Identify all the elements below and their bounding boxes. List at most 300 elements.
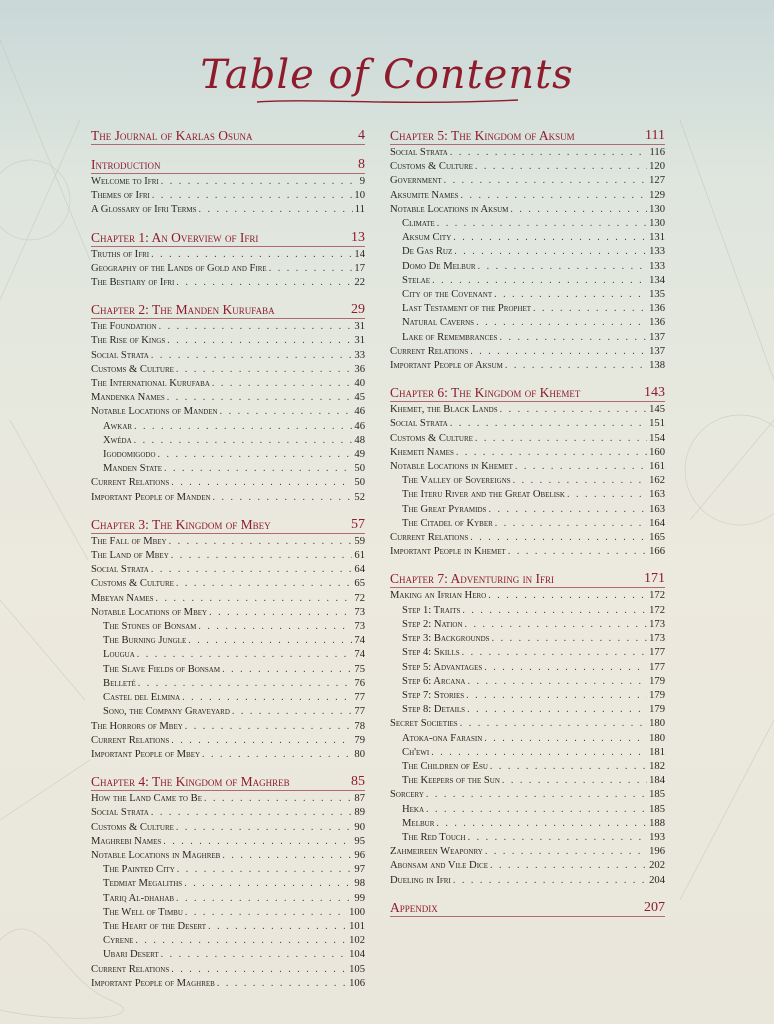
- toc-chapter-the-journal-of-karlas-osuna: [91, 128, 365, 145]
- entry-page-number: 133: [649, 260, 665, 272]
- toc-entry[interactable]: [91, 363, 365, 377]
- toc-entry[interactable]: [91, 203, 365, 217]
- entry-label: Igodomigodo: [103, 449, 156, 461]
- toc-entry[interactable]: [91, 849, 365, 863]
- toc-entry[interactable]: [390, 316, 665, 330]
- entry-label: Sono, the Company Graveyard: [103, 706, 230, 718]
- entry-page-number: 50: [354, 463, 365, 475]
- toc-entry[interactable]: [91, 563, 365, 577]
- toc-entry[interactable]: [91, 734, 365, 748]
- toc-entry[interactable]: [91, 835, 365, 849]
- entry-page-number: 10: [354, 190, 365, 202]
- entry-page-number: 89: [354, 807, 365, 819]
- entry-page-number: 163: [649, 489, 665, 501]
- entry-label: Tedmiat Megaliths: [103, 878, 183, 890]
- toc-entry[interactable]: [390, 845, 665, 859]
- toc-entry[interactable]: [390, 503, 665, 517]
- entry-label: Step 8: Details: [402, 704, 466, 716]
- toc-entry[interactable]: [390, 646, 665, 660]
- entry-label: Aksumite Names: [390, 189, 459, 201]
- entry-page-number: 130: [649, 218, 665, 230]
- toc-entry[interactable]: [390, 260, 665, 274]
- toc-entry[interactable]: [91, 334, 365, 348]
- toc-entry[interactable]: [390, 288, 665, 302]
- entry-page-number: 134: [649, 274, 665, 286]
- chapter-heading[interactable]: [91, 302, 365, 319]
- toc-entry[interactable]: [390, 146, 665, 160]
- entry-label: Step 2: Nation: [402, 618, 463, 630]
- page-title: Table of Contents: [200, 52, 574, 98]
- toc-entry[interactable]: [91, 821, 365, 835]
- toc-entry[interactable]: [91, 606, 365, 620]
- chapter-title: Chapter 6: The Kingdom of Khemet: [390, 385, 581, 401]
- toc-entry[interactable]: [91, 705, 365, 719]
- dot-leader: [222, 663, 352, 677]
- entry-label: Social Strata: [390, 418, 448, 430]
- entry-page-number: 151: [649, 418, 665, 430]
- toc-entry[interactable]: [390, 231, 665, 245]
- dot-leader: [431, 746, 647, 760]
- entry-page-number: 133: [649, 246, 665, 258]
- entry-label: Atoka-ona Farasin: [402, 732, 483, 744]
- dot-leader: [151, 806, 353, 820]
- entry-label: The Well of Timbu: [103, 906, 183, 918]
- chapter-page-number: 29: [351, 302, 365, 318]
- dot-leader: [171, 549, 353, 563]
- toc-entry[interactable]: [91, 806, 365, 820]
- dot-leader: [426, 803, 647, 817]
- entry-page-number: 59: [354, 535, 365, 547]
- entry-label: The Bestiary of Ifri: [91, 277, 175, 289]
- dot-leader: [470, 531, 647, 545]
- entry-page-number: 137: [649, 345, 665, 357]
- dot-leader: [185, 720, 353, 734]
- entry-label: Notable Locations in Aksum: [390, 203, 509, 215]
- toc-entry[interactable]: [390, 859, 665, 873]
- entry-label: Cyrene: [103, 935, 134, 947]
- entry-label: Themes of Ifri: [91, 190, 150, 202]
- dot-leader: [502, 774, 647, 788]
- dot-leader: [177, 863, 353, 877]
- dot-leader: [208, 920, 347, 934]
- toc-entry[interactable]: [390, 474, 665, 488]
- dot-leader: [135, 934, 347, 948]
- entry-label: The Stones of Bonsam: [103, 621, 197, 633]
- toc-entry[interactable]: [91, 320, 365, 334]
- chapter-title: Chapter 2: The Manden Kurufaba: [91, 302, 275, 318]
- entry-page-number: 163: [649, 503, 665, 515]
- toc-entry[interactable]: [91, 634, 365, 648]
- entry-label: The International Kurufaba: [91, 378, 210, 390]
- toc-entry[interactable]: [390, 661, 665, 675]
- chapter-title: Introduction: [91, 157, 161, 172]
- entry-page-number: 164: [649, 517, 665, 529]
- toc-entry[interactable]: [390, 746, 665, 760]
- entry-label: Important People of Maghreb: [91, 977, 215, 989]
- entry-label: Notable Locations in Maghreb: [91, 849, 221, 861]
- dot-leader: [510, 203, 647, 217]
- entry-label: Current Relations: [91, 477, 170, 489]
- chapter-page-number: 85: [351, 774, 365, 790]
- toc-entry[interactable]: [91, 462, 365, 476]
- dot-leader: [461, 189, 648, 203]
- toc-entry[interactable]: [390, 632, 665, 646]
- chapter-heading[interactable]: [390, 385, 665, 402]
- toc-entry[interactable]: [390, 774, 665, 788]
- toc-entry[interactable]: [390, 359, 665, 373]
- toc-entry[interactable]: [390, 160, 665, 174]
- entry-label: Notable Locations of Mbey: [91, 606, 208, 618]
- dot-leader: [161, 948, 347, 962]
- entry-label: The Horrors of Mbey: [91, 720, 183, 732]
- toc-entry[interactable]: [390, 217, 665, 231]
- entry-page-number: 160: [649, 446, 665, 458]
- dot-leader: [462, 604, 647, 618]
- entry-label: Ch'ewi: [402, 746, 430, 758]
- entry-label: Abonsam and Vile Dice: [390, 860, 488, 872]
- toc-entry[interactable]: [91, 535, 365, 549]
- dot-leader: [567, 488, 647, 502]
- toc-entry[interactable]: [390, 245, 665, 259]
- toc-entry[interactable]: [390, 703, 665, 717]
- toc-entry[interactable]: [91, 276, 365, 290]
- entry-label: Step 3: Backgrounds: [402, 633, 490, 645]
- entry-page-number: 131: [649, 232, 665, 244]
- dot-leader: [488, 589, 647, 603]
- toc-entry[interactable]: [91, 748, 365, 762]
- entry-label: The Foundation: [91, 321, 157, 333]
- chapter-page-number: 4: [358, 128, 365, 143]
- chapter-heading[interactable]: [91, 517, 365, 534]
- toc-entry[interactable]: [91, 863, 365, 877]
- entry-label: The Children of Esu: [402, 760, 488, 772]
- chapter-title: The Journal of Karlas Osuna: [91, 128, 253, 143]
- entry-page-number: 14: [354, 248, 365, 260]
- dot-leader: [204, 792, 352, 806]
- toc-entry[interactable]: [390, 203, 665, 217]
- entry-label: City of the Covenant: [402, 289, 493, 301]
- chapter-page-number: 57: [351, 516, 365, 532]
- chapter-heading[interactable]: [390, 571, 665, 588]
- toc-entry[interactable]: [390, 174, 665, 188]
- toc-entry[interactable]: [91, 963, 365, 977]
- toc-entry[interactable]: [390, 274, 665, 288]
- toc-entry[interactable]: [390, 545, 665, 559]
- dot-leader: [188, 634, 352, 648]
- entry-page-number: 179: [649, 704, 665, 716]
- dot-leader: [164, 462, 352, 476]
- toc-entry[interactable]: [91, 720, 365, 734]
- entry-label: Khemet, the Black Lands: [390, 404, 498, 416]
- entry-label: Last Testament of the Prophet: [402, 303, 532, 315]
- entry-page-number: 173: [649, 633, 665, 645]
- dot-leader: [199, 203, 353, 217]
- toc-entry[interactable]: [91, 877, 365, 891]
- entry-label: Current Relations: [91, 734, 170, 746]
- dot-leader: [202, 748, 352, 762]
- entry-page-number: 136: [649, 317, 665, 329]
- entry-label: Melbur: [402, 817, 435, 829]
- entry-page-number: 77: [354, 706, 365, 718]
- toc-entry[interactable]: [390, 717, 665, 731]
- entry-label: Customs & Culture: [91, 363, 174, 375]
- entry-page-number: 180: [649, 732, 665, 744]
- entry-page-number: 154: [649, 432, 665, 444]
- toc-entry[interactable]: [91, 648, 365, 662]
- entry-page-number: 11: [354, 204, 365, 216]
- toc-entry[interactable]: [91, 262, 365, 276]
- dot-leader: [134, 420, 352, 434]
- toc-entry[interactable]: [91, 592, 365, 606]
- toc-entry[interactable]: [390, 189, 665, 203]
- dot-leader: [171, 734, 352, 748]
- dot-leader: [169, 535, 353, 549]
- dot-leader: [213, 491, 353, 505]
- dot-leader: [176, 577, 353, 591]
- toc-entry[interactable]: [91, 677, 365, 691]
- dot-leader: [468, 831, 647, 845]
- toc-entry[interactable]: [91, 349, 365, 363]
- entry-page-number: 180: [649, 718, 665, 730]
- toc-entry[interactable]: [91, 892, 365, 906]
- dot-leader: [513, 474, 647, 488]
- entry-page-number: 97: [354, 864, 365, 876]
- toc-entry[interactable]: [91, 448, 365, 462]
- entry-page-number: 100: [349, 906, 365, 918]
- toc-entry[interactable]: [91, 577, 365, 591]
- entry-page-number: 95: [354, 835, 365, 847]
- dot-leader: [163, 835, 352, 849]
- dot-leader: [220, 405, 353, 419]
- dot-leader: [198, 620, 352, 634]
- toc-entry[interactable]: [390, 618, 665, 632]
- toc-entry[interactable]: [91, 663, 365, 677]
- entry-label: The Citadel of Kyber: [402, 517, 493, 529]
- chapter-heading[interactable]: [91, 157, 365, 174]
- entry-page-number: 184: [649, 775, 665, 787]
- toc-chapter-appendix: [390, 900, 665, 917]
- dot-leader: [499, 331, 647, 345]
- entry-label: Xwéda: [103, 434, 132, 446]
- entry-label: Current Relations: [390, 345, 469, 357]
- entry-label: Dueling in Ifri: [390, 874, 451, 886]
- entry-label: Social Strata: [91, 349, 149, 361]
- chapter-heading[interactable]: [390, 900, 665, 917]
- entry-label: Mbeyan Names: [91, 592, 154, 604]
- dot-leader: [488, 503, 647, 517]
- dot-leader: [151, 349, 353, 363]
- dot-leader: [490, 760, 647, 774]
- entry-label: Zahmeireen Weaponry: [390, 846, 483, 858]
- toc-entry[interactable]: [390, 732, 665, 746]
- entry-label: How the Land Came to Be: [91, 793, 202, 805]
- toc-entry[interactable]: [390, 403, 665, 417]
- entry-page-number: 104: [349, 949, 365, 961]
- entry-page-number: 177: [649, 661, 665, 673]
- toc-entry[interactable]: [91, 792, 365, 806]
- toc-entry[interactable]: [390, 302, 665, 316]
- entry-label: Castel del Elmina: [103, 692, 181, 704]
- entry-page-number: 172: [649, 604, 665, 616]
- entry-page-number: 185: [649, 789, 665, 801]
- entry-page-number: 101: [349, 920, 365, 932]
- entry-page-number: 102: [349, 935, 365, 947]
- chapter-page-number: 143: [644, 385, 665, 401]
- entry-page-number: 79: [354, 734, 365, 746]
- entry-label: The Iteru River and the Great Obelisk: [402, 489, 565, 501]
- toc-entry[interactable]: [91, 920, 365, 934]
- entry-page-number: 193: [649, 831, 665, 843]
- toc-entry[interactable]: [390, 604, 665, 618]
- entry-label: Awkar: [103, 420, 133, 432]
- toc-entry[interactable]: [390, 874, 665, 888]
- dot-leader: [484, 732, 647, 746]
- toc-chapter-chapter-5-the-kingdom-of-aksum: [390, 128, 665, 373]
- toc-entry[interactable]: [390, 689, 665, 703]
- dot-leader: [485, 845, 647, 859]
- toc-entry[interactable]: [390, 803, 665, 817]
- entry-label: Social Strata: [390, 147, 448, 158]
- dot-leader: [462, 646, 648, 660]
- chapter-page-number: 8: [358, 157, 365, 172]
- entry-label: The Burning Jungle: [103, 635, 187, 647]
- entry-page-number: 99: [354, 892, 365, 904]
- entry-page-number: 204: [649, 874, 665, 886]
- entry-label: The Fall of Mbey: [91, 535, 167, 547]
- toc-entry[interactable]: [91, 377, 365, 391]
- dot-leader: [465, 618, 648, 632]
- toc-entry[interactable]: [91, 906, 365, 920]
- dot-leader: [450, 417, 647, 431]
- toc-entry[interactable]: [91, 549, 365, 563]
- toc-chapter-chapter-4-the-kingdom-of-maghreb: [91, 774, 365, 991]
- toc-entry[interactable]: [91, 620, 365, 634]
- dot-leader: [176, 892, 352, 906]
- entry-label: Customs & Culture: [91, 578, 174, 590]
- toc-entry[interactable]: [390, 517, 665, 531]
- toc-entry[interactable]: [91, 977, 365, 991]
- entry-label: Making an Ifrian Hero: [390, 590, 487, 602]
- dot-leader: [176, 363, 353, 377]
- chapter-title: Appendix: [390, 899, 438, 915]
- entry-page-number: 138: [649, 360, 665, 372]
- chapter-title: Chapter 4: The Kingdom of Maghreb: [91, 774, 290, 790]
- entry-page-number: 87: [354, 793, 365, 805]
- dot-leader: [137, 648, 353, 662]
- entry-page-number: 106: [349, 977, 365, 989]
- dot-leader: [494, 288, 647, 302]
- dot-leader: [450, 146, 648, 160]
- entry-page-number: 105: [349, 963, 365, 975]
- entry-label: Notable Locations of Manden: [91, 406, 218, 418]
- toc-entry[interactable]: [91, 405, 365, 419]
- chapter-heading[interactable]: [91, 230, 365, 247]
- toc-right-column: [390, 128, 665, 929]
- entry-page-number: 33: [354, 349, 365, 361]
- entry-label: Khemeti Names: [390, 446, 454, 458]
- entry-page-number: 17: [354, 262, 365, 274]
- toc-entry[interactable]: [91, 189, 365, 203]
- toc-entry[interactable]: [390, 446, 665, 460]
- toc-entry[interactable]: [390, 531, 665, 545]
- entry-label: Step 6: Arcana: [402, 675, 466, 687]
- dot-leader: [508, 545, 647, 559]
- chapter-heading[interactable]: [91, 774, 365, 791]
- toc-entry[interactable]: [91, 420, 365, 434]
- entry-label: The Red Touch: [402, 831, 466, 843]
- toc-entry[interactable]: [91, 391, 365, 405]
- entry-label: Truths of Ifri: [91, 248, 150, 260]
- entry-page-number: 96: [354, 849, 365, 861]
- chapter-heading[interactable]: [91, 128, 365, 145]
- entry-page-number: 76: [354, 677, 365, 689]
- entry-label: Sorcery: [390, 789, 424, 801]
- toc-entry[interactable]: [390, 760, 665, 774]
- entry-page-number: 48: [354, 434, 365, 446]
- dot-leader: [444, 174, 648, 188]
- dot-leader: [467, 675, 647, 689]
- entry-label: Tariq Al-dhahab: [103, 892, 175, 904]
- toc-entry[interactable]: [390, 345, 665, 359]
- dot-leader: [492, 632, 648, 646]
- toc-entry[interactable]: [390, 589, 665, 603]
- toc-entry[interactable]: [390, 417, 665, 431]
- toc-entry[interactable]: [390, 675, 665, 689]
- dot-leader: [171, 963, 347, 977]
- entry-page-number: 162: [649, 475, 665, 487]
- entry-page-number: 177: [649, 647, 665, 659]
- entry-page-number: 31: [354, 335, 365, 347]
- toc-entry[interactable]: [390, 817, 665, 831]
- entry-label: Lake of Remembrances: [402, 331, 498, 343]
- toc-entry[interactable]: [390, 432, 665, 446]
- toc-entry[interactable]: [91, 934, 365, 948]
- entry-label: Step 7: Stories: [402, 689, 465, 701]
- entry-page-number: 98: [354, 878, 365, 890]
- dot-leader: [475, 432, 647, 446]
- entry-page-number: 74: [354, 635, 365, 647]
- dot-leader: [470, 345, 647, 359]
- toc-entry[interactable]: [91, 948, 365, 962]
- dot-leader: [222, 849, 352, 863]
- entry-label: Mandenka Names: [91, 392, 165, 404]
- entry-page-number: 130: [649, 203, 665, 215]
- dot-leader: [490, 859, 647, 873]
- toc-entry[interactable]: [91, 491, 365, 505]
- entry-label: Geography of the Lands of Gold and Fire: [91, 262, 267, 274]
- toc-entry[interactable]: [390, 331, 665, 345]
- dot-leader: [478, 260, 648, 274]
- entry-label: The Painted City: [103, 864, 175, 876]
- chapter-page-number: 111: [645, 128, 665, 143]
- toc-entry[interactable]: [390, 831, 665, 845]
- entry-page-number: 50: [354, 477, 365, 489]
- toc-entry[interactable]: [91, 476, 365, 490]
- entry-page-number: 145: [649, 404, 665, 416]
- toc-entry[interactable]: [91, 434, 365, 448]
- entry-page-number: 90: [354, 821, 365, 833]
- toc-entry[interactable]: [390, 488, 665, 502]
- toc-entry[interactable]: [390, 460, 665, 474]
- dot-leader: [151, 248, 352, 262]
- toc-entry[interactable]: [91, 175, 365, 189]
- toc-entry[interactable]: [91, 248, 365, 262]
- entry-label: Domo De Melbur: [402, 260, 476, 272]
- chapter-heading[interactable]: [390, 128, 665, 145]
- toc-entry[interactable]: [390, 788, 665, 802]
- entry-page-number: 137: [649, 331, 665, 343]
- toc-entry[interactable]: [91, 691, 365, 705]
